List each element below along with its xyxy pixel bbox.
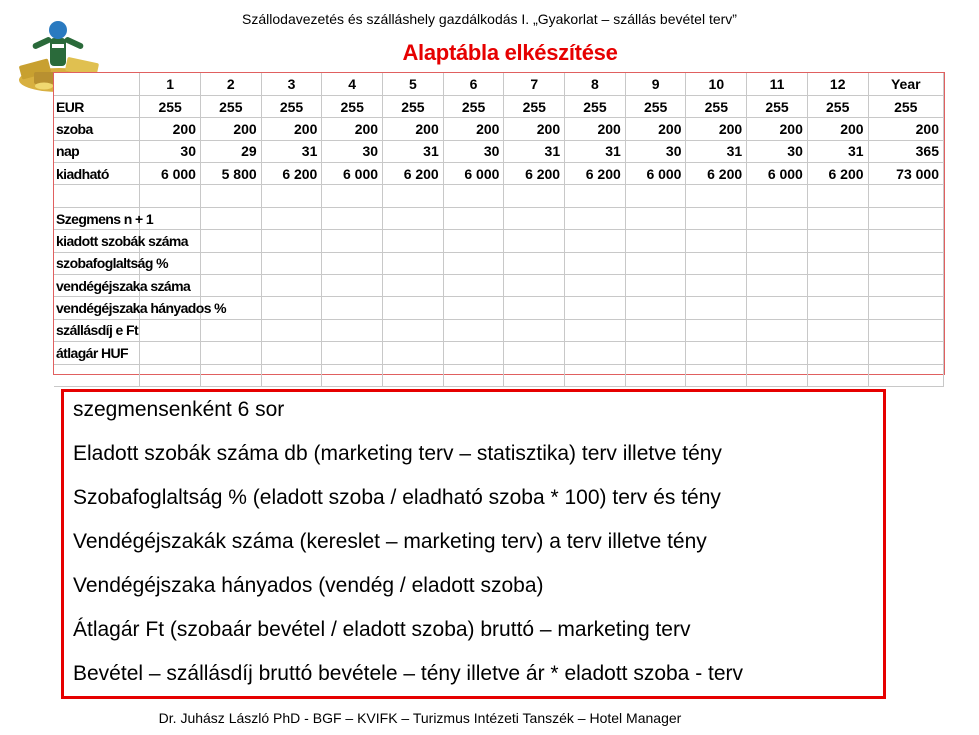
note-item: Vendégéjszaka hányados (vendég / eladott szoba) — [73, 574, 544, 597]
table-cell — [200, 230, 261, 252]
note-item: szegmensenként 6 sor — [73, 398, 285, 421]
table-cell: 31 — [565, 140, 626, 162]
note-item: Eladott szobák száma db (marketing terv – statisztika) terv illetve tény — [73, 442, 722, 465]
table-cell: 255 — [140, 95, 201, 117]
table-cell: 6 000 — [443, 163, 504, 185]
table-cell — [565, 207, 626, 229]
table-cell — [383, 207, 444, 229]
column-header: 7 — [504, 73, 565, 95]
table-cell: 6 000 — [140, 163, 201, 185]
table-cell — [747, 364, 808, 386]
table-cell — [261, 342, 322, 364]
table-cell — [868, 342, 943, 364]
corner-cell — [54, 73, 140, 95]
table-cell: 31 — [383, 140, 444, 162]
slide-header: Szállodavezetés és szálláshely gazdálkodás I. „Gyakorlat – szállás bevétel terv” — [242, 11, 737, 27]
table-cell — [807, 342, 868, 364]
table-cell — [322, 364, 383, 386]
table-cell — [504, 252, 565, 274]
table-row — [54, 140, 944, 162]
table-cell — [140, 319, 201, 341]
table-cell — [565, 319, 626, 341]
table-cell: 200 — [322, 118, 383, 140]
table-cell — [443, 252, 504, 274]
table-row — [54, 185, 944, 207]
table-cell — [383, 319, 444, 341]
table-cell — [200, 275, 261, 297]
table-cell — [443, 319, 504, 341]
table-row — [54, 297, 944, 319]
header-row — [54, 73, 944, 95]
table-cell — [686, 185, 747, 207]
table-cell: 200 — [747, 118, 808, 140]
row-label: vendégéjszaka száma — [54, 275, 140, 297]
column-header: 2 — [200, 73, 261, 95]
table-cell — [261, 364, 322, 386]
table-cell — [686, 342, 747, 364]
table-cell — [504, 364, 565, 386]
table-cell — [504, 185, 565, 207]
table-cell — [747, 230, 808, 252]
table-row — [54, 319, 944, 341]
table-cell: 200 — [504, 118, 565, 140]
table-cell: 200 — [443, 118, 504, 140]
table-cell: 30 — [140, 140, 201, 162]
table-cell — [443, 207, 504, 229]
column-header: 4 — [322, 73, 383, 95]
column-header: 3 — [261, 73, 322, 95]
table-cell — [200, 207, 261, 229]
column-header: 10 — [686, 73, 747, 95]
note-item: Átlagár Ft (szobaár bevétel / eladott szoba) bruttó – marketing terv — [73, 618, 691, 641]
note-item: Szobafoglaltság % (eladott szoba / eladható szoba * 100) terv és tény — [73, 486, 721, 509]
table-cell — [625, 342, 686, 364]
row-label: átlagár HUF — [54, 342, 140, 364]
table-cell — [686, 207, 747, 229]
column-header: 8 — [565, 73, 626, 95]
table-cell: 31 — [807, 140, 868, 162]
table-cell — [261, 319, 322, 341]
table-cell — [383, 230, 444, 252]
table-cell: 255 — [747, 95, 808, 117]
table-cell — [625, 185, 686, 207]
table-cell: 5 800 — [200, 163, 261, 185]
table-cell — [565, 342, 626, 364]
table-row — [54, 163, 944, 185]
table-cell — [625, 364, 686, 386]
note-item: Bevétel – szállásdíj bruttó bevétele – tény illetve ár * eladott szoba - terv — [73, 662, 744, 685]
table-cell — [807, 252, 868, 274]
table-row — [54, 95, 944, 117]
table-cell — [200, 342, 261, 364]
table-cell — [140, 364, 201, 386]
table-cell: 255 — [504, 95, 565, 117]
table-cell — [322, 319, 383, 341]
table-cell — [868, 297, 943, 319]
table-cell: 200 — [565, 118, 626, 140]
table-cell — [322, 275, 383, 297]
table-cell — [322, 185, 383, 207]
table-cell — [565, 275, 626, 297]
table-cell — [807, 207, 868, 229]
table-row — [54, 364, 944, 386]
table-cell — [868, 230, 943, 252]
row-label: szobafoglaltság % — [54, 252, 140, 274]
table-cell — [686, 252, 747, 274]
table-cell — [443, 342, 504, 364]
table-cell — [807, 297, 868, 319]
column-header: 1 — [140, 73, 201, 95]
table-cell — [140, 185, 201, 207]
table-cell — [383, 342, 444, 364]
table-cell — [443, 297, 504, 319]
table-row — [54, 118, 944, 140]
table-cell: 200 — [686, 118, 747, 140]
table-row — [54, 342, 944, 364]
table-cell — [322, 207, 383, 229]
table-cell: 6 200 — [261, 163, 322, 185]
table-cell — [565, 185, 626, 207]
column-header: 12 — [807, 73, 868, 95]
table-row — [54, 207, 944, 229]
table-cell — [261, 185, 322, 207]
table-cell: 255 — [383, 95, 444, 117]
table-cell: 255 — [322, 95, 383, 117]
table-cell: 6 200 — [383, 163, 444, 185]
column-header: Year — [868, 73, 943, 95]
table-cell — [504, 319, 565, 341]
table-cell — [747, 342, 808, 364]
table-cell: 6 000 — [322, 163, 383, 185]
table-cell: 200 — [807, 118, 868, 140]
table-cell — [504, 297, 565, 319]
table-cell: 255 — [868, 95, 943, 117]
table-cell: 200 — [383, 118, 444, 140]
row-label — [54, 364, 140, 386]
table-cell: 255 — [625, 95, 686, 117]
table-cell — [625, 207, 686, 229]
table-cell: 200 — [140, 118, 201, 140]
table-cell — [807, 364, 868, 386]
table-cell — [504, 207, 565, 229]
column-header: 6 — [443, 73, 504, 95]
table-cell — [807, 275, 868, 297]
table-cell: 30 — [322, 140, 383, 162]
table-cell: 200 — [625, 118, 686, 140]
table-cell — [261, 252, 322, 274]
table-cell — [747, 275, 808, 297]
data-grid — [54, 73, 944, 387]
table-cell — [686, 297, 747, 319]
table-cell — [625, 319, 686, 341]
table-cell — [200, 185, 261, 207]
table-cell: 6 200 — [504, 163, 565, 185]
row-label: vendégéjszaka hányados % — [54, 297, 140, 319]
table-cell — [504, 230, 565, 252]
table-cell — [383, 364, 444, 386]
table-cell: 6 200 — [565, 163, 626, 185]
table-cell — [686, 319, 747, 341]
row-label: kiadott szobák száma — [54, 230, 140, 252]
table-cell — [200, 319, 261, 341]
column-header: 5 — [383, 73, 444, 95]
table-cell — [504, 342, 565, 364]
table-row — [54, 230, 944, 252]
table-cell — [261, 275, 322, 297]
table-cell: 255 — [565, 95, 626, 117]
table-cell — [747, 252, 808, 274]
table-cell: 31 — [686, 140, 747, 162]
table-cell — [261, 207, 322, 229]
table-cell — [625, 230, 686, 252]
table-cell: 73 000 — [868, 163, 943, 185]
table-cell — [140, 342, 201, 364]
row-label: szoba — [54, 118, 140, 140]
page-title: Alaptábla elkészítése — [402, 40, 618, 65]
table-cell — [625, 275, 686, 297]
column-header: 9 — [625, 73, 686, 95]
table-cell: 29 — [200, 140, 261, 162]
table-cell — [868, 185, 943, 207]
table-cell — [322, 230, 383, 252]
row-label: EUR — [54, 95, 140, 117]
spreadsheet-table — [53, 72, 945, 375]
table-cell: 31 — [261, 140, 322, 162]
table-cell — [868, 252, 943, 274]
note-item: Vendégéjszakák száma (kereslet – marketing terv) a terv illetve tény — [73, 530, 707, 553]
table-cell — [625, 252, 686, 274]
table-cell — [807, 230, 868, 252]
table-cell: 200 — [868, 118, 943, 140]
table-cell — [322, 297, 383, 319]
table-cell — [443, 230, 504, 252]
table-cell — [625, 297, 686, 319]
table-cell — [383, 185, 444, 207]
table-cell — [200, 364, 261, 386]
table-cell: 255 — [200, 95, 261, 117]
table-cell — [200, 252, 261, 274]
table-cell — [443, 364, 504, 386]
table-cell — [747, 319, 808, 341]
table-cell: 6 200 — [686, 163, 747, 185]
table-cell: 200 — [200, 118, 261, 140]
table-cell — [565, 364, 626, 386]
table-cell — [868, 275, 943, 297]
table-cell — [504, 275, 565, 297]
table-cell — [261, 230, 322, 252]
table-cell — [807, 185, 868, 207]
table-cell — [807, 319, 868, 341]
table-cell: 30 — [625, 140, 686, 162]
table-cell — [747, 185, 808, 207]
table-cell: 255 — [443, 95, 504, 117]
table-cell — [747, 207, 808, 229]
table-cell — [443, 275, 504, 297]
table-cell — [565, 230, 626, 252]
slide-footer: Dr. Juhász László PhD - BGF – KVIFK – Turizmus Intézeti Tanszék – Hotel Manager — [158, 710, 682, 726]
table-cell — [686, 230, 747, 252]
table-cell — [261, 297, 322, 319]
table-row — [54, 252, 944, 274]
table-cell: 6 200 — [807, 163, 868, 185]
table-cell — [565, 252, 626, 274]
table-cell: 30 — [747, 140, 808, 162]
table-cell: 255 — [261, 95, 322, 117]
column-header: 11 — [747, 73, 808, 95]
notes-box — [61, 389, 886, 699]
table-cell — [868, 207, 943, 229]
table-row — [54, 275, 944, 297]
table-cell: 6 000 — [625, 163, 686, 185]
table-cell: 365 — [868, 140, 943, 162]
table-cell — [383, 275, 444, 297]
row-label — [54, 185, 140, 207]
table-cell: 30 — [443, 140, 504, 162]
table-cell — [868, 319, 943, 341]
table-cell — [383, 252, 444, 274]
table-cell: 31 — [504, 140, 565, 162]
table-cell: 200 — [261, 118, 322, 140]
table-cell — [686, 364, 747, 386]
table-cell — [686, 275, 747, 297]
table-cell — [565, 297, 626, 319]
table-cell: 255 — [686, 95, 747, 117]
row-label: szállásdíj e Ft — [54, 319, 140, 341]
row-label: Szegmens n + 1 — [54, 207, 140, 229]
table-cell — [383, 297, 444, 319]
table-cell: 6 000 — [747, 163, 808, 185]
row-label: kiadható — [54, 163, 140, 185]
table-cell: 255 — [807, 95, 868, 117]
table-cell — [322, 252, 383, 274]
table-cell — [747, 297, 808, 319]
row-label: nap — [54, 140, 140, 162]
table-cell — [868, 364, 943, 386]
table-cell — [322, 342, 383, 364]
table-cell — [443, 185, 504, 207]
